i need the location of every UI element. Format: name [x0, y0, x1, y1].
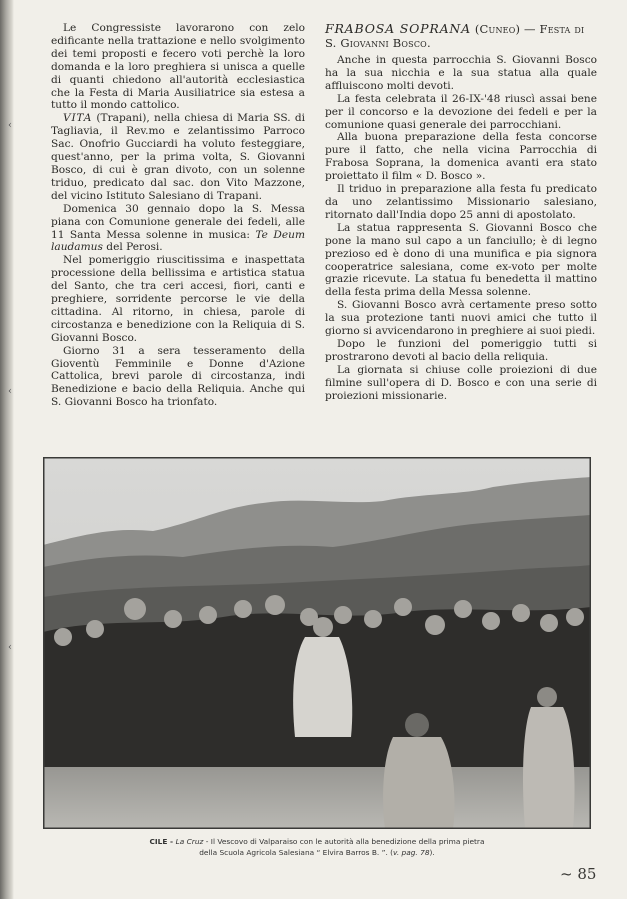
- hymn-title: Te Deum laudamus: [51, 228, 305, 254]
- right-column: [325, 22, 597, 402]
- paragraph: La festa celebrata il 26-IX-'48 riuscì assai bene per il concorso e la devozione dei fedeli e per la comunione quasi generale dei parrocchiani.: [325, 92, 597, 131]
- paragraph: Anche in questa parrocchia S. Giovanni Bosco ha la sua nicchia e la sua statua alla quale affluiscono molti devoti.: [325, 54, 597, 92]
- paragraph: Nel pomeriggio riuscitissima e inaspettata processione della bellissima e artistica statua del Santo, che tra ceri accesi, fiori, canti e preghiere, sorridente percorse le vie della cittadina. Al ritorno, in chiesa, parole di circostanza e benedizione con la Reliquia di S. Giovanni Bosco.: [51, 254, 305, 344]
- caption-text: - Il Vescovo di Valparaiso con le autorità alla benedizione della prima pietra: [203, 837, 485, 846]
- photo-caption: [44, 836, 590, 858]
- paragraph: [51, 112, 305, 202]
- paragraph: Le Congressiste lavorarono con zelo edificante nella trattazione e nello svolgimento dei temi proposti e fecero voti perchè la loro domanda e la loro preghiera si unisca a quelle di quanti chiedono all'autorità ecclesiastica che la Festa di Maria Ausiliatrice sia estesa a tutto il mondo cattolico.: [51, 22, 305, 112]
- page-number: ~ 85: [560, 865, 597, 883]
- paragraph: Giorno 31 a sera tesseramento della Gioventù Femminile e Donne d'Azione Cattolica, brevi parole di circostanza, indi Benedizione e bacio della Reliquia. Anche qui S. Giovanni Bosco ha trionfato.: [51, 344, 305, 409]
- paragraph: La giornata si chiuse colle proiezioni di due filmine sull'opera di D. Bosco e con una serie di proiezioni missionarie.: [325, 363, 597, 402]
- paragraph-text: del Perosi.: [102, 241, 163, 254]
- caption-place: La Cruz: [175, 837, 204, 846]
- margin-mark: ‹: [8, 120, 12, 131]
- left-column: [51, 22, 305, 409]
- caption-text: della Scuola Agricola Salesiana “ Elvira Barros B. ”. (: [199, 848, 394, 857]
- caption-reference: v. pag. 78: [393, 848, 430, 857]
- heading-subtitle: (Cuneo) — Festa di S. Giovanni Bosco.: [325, 22, 585, 50]
- paragraph: Alla buona preparazione della festa concorse pure il fatto, che nella vicina Parrocchia di Frabosa Soprana, la domenica avanti era stato proiettato il film « D. Bosco ».: [325, 131, 597, 183]
- paragraph-text: (Trapani), nella chiesa di Maria SS. di Tagliavia, il Rev.mo e zelantissimo Parroco Sac. Onofrio Gucciardi ha voluto festeggiare, quest'anno, per la prima volta, S. Giovanni Bosco, di cui è gran divoto, con un solenne triduo, predicato dal sac. don Vito Mazzone, del vicino Istituto Salesiano di Trapani.: [51, 112, 305, 202]
- caption-line-2: [44, 847, 590, 858]
- paragraph: S. Giovanni Bosco avrà certamente preso sotto la sua protezione tanti nuovi amici che tutto il giorno si avvicendarono in preghiere ai suoi piedi.: [325, 299, 597, 338]
- paragraph-text: Domenica 30 gennaio dopo la S. Messa piana con Comunione generale dei fedeli, alle 11 Santa Messa solenne in musica:: [51, 202, 305, 241]
- caption-line-1: [44, 836, 590, 847]
- photo-illustration: [43, 457, 591, 829]
- paragraph: Dopo le funzioni del pomeriggio tutti si prostrarono devoti al bacio della reliquia.: [325, 337, 597, 363]
- margin-mark: ‹: [8, 386, 12, 397]
- caption-country: CILE -: [149, 837, 176, 846]
- caption-text: ).: [429, 848, 435, 857]
- paragraph: [51, 203, 305, 255]
- paragraph: La statua rappresenta S. Giovanni Bosco che pone la mano sul capo a un fanciullo; è di legno prezioso ed è dono di una munifica e pia signora cooperatrice salesiana, come ex-voto per molte grazie ricevute. La statua fu benedetta il mattino della festa prima della Messa solenne.: [325, 221, 597, 299]
- place-name: VITA: [63, 112, 93, 125]
- margin-mark: ‹: [8, 642, 12, 653]
- paragraph: Il triduo in preparazione alla festa fu predicato da uno zelantissimo Missionario salesiano, ritornato dall'India dopo 25 anni di apostolato.: [325, 183, 597, 221]
- photograph: [43, 457, 591, 829]
- page-binding-shadow: [0, 0, 14, 899]
- heading-place: FRABOSA SOPRANA: [325, 21, 471, 36]
- article-heading: [325, 22, 597, 50]
